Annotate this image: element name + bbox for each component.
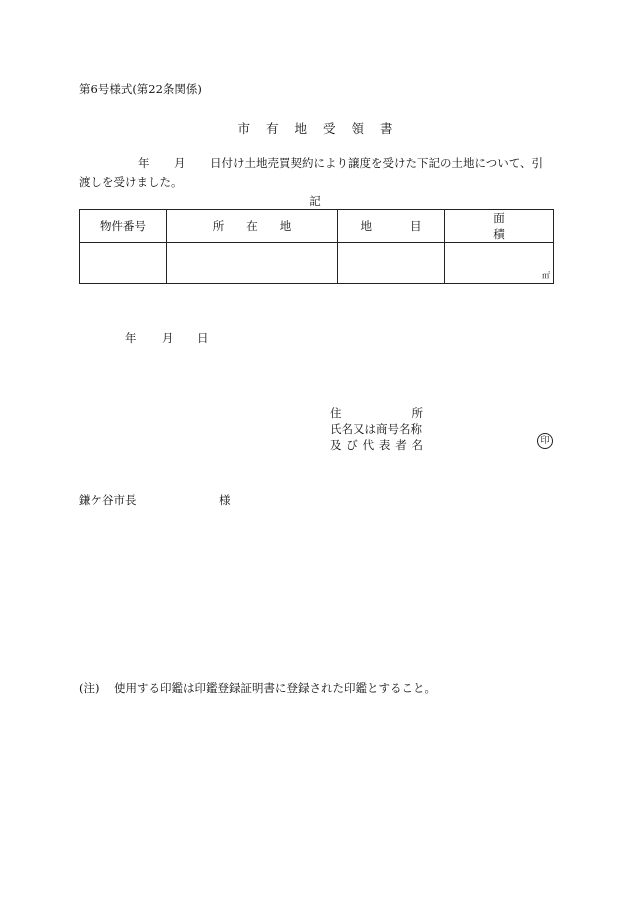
title-char: 地 — [294, 121, 307, 136]
table-row — [80, 243, 554, 284]
header-char: 目 — [410, 219, 422, 233]
sign-year-label: 年 — [125, 331, 137, 345]
header-char: 地 — [360, 219, 372, 233]
recipient-honorific: 様 — [219, 493, 231, 507]
ki-heading: 記 — [309, 194, 321, 208]
header-char: 在 — [246, 219, 258, 233]
body-text-line1: 日付け土地売買契約により譲度を受けた下記の土地について、引 — [210, 156, 544, 170]
cell-category[interactable] — [338, 243, 445, 284]
address-label — [330, 405, 423, 421]
title-char: 市 — [237, 121, 250, 136]
address-label-char: 住 — [330, 406, 342, 420]
title-char: 書 — [380, 121, 393, 136]
name-label: 氏名又は商号名称 — [330, 422, 422, 436]
body-month-label: 月 — [174, 156, 186, 170]
address-label-char: 所 — [411, 406, 423, 420]
header-char: 所 — [212, 219, 225, 233]
title-char: 領 — [351, 121, 365, 136]
document-title — [0, 119, 630, 137]
cell-location[interactable] — [167, 243, 338, 284]
body-year-label: 年 — [138, 156, 150, 170]
title-char: 有 — [265, 121, 279, 136]
header-char: 面 — [493, 211, 505, 225]
recipient-name: 鎌ケ谷市長 — [79, 493, 137, 507]
table-header-row — [80, 210, 554, 243]
rep-label-char: 者 — [395, 438, 407, 452]
rep-label-char: び — [346, 438, 358, 452]
rep-label-char: 表 — [378, 438, 391, 452]
seal-icon: 印 — [537, 433, 553, 449]
representative-label — [330, 437, 423, 453]
sign-day-label: 日 — [197, 331, 209, 345]
title-char: 受 — [323, 121, 336, 136]
header-category — [338, 210, 445, 243]
header-property-number: 物件番号 — [80, 210, 167, 243]
rep-label-char: 及 — [330, 438, 342, 452]
square-meter-unit: ㎡ — [542, 271, 550, 280]
header-char: 積 — [493, 227, 505, 241]
form-number: 第6号様式(第22条関係) — [79, 82, 202, 96]
sign-month-label: 月 — [162, 331, 174, 345]
rep-label-char: 名 — [411, 438, 423, 452]
header-area — [445, 210, 554, 243]
body-text-line2: 渡しを受けました。 — [79, 175, 183, 189]
header-location — [167, 210, 338, 243]
cell-area[interactable] — [445, 243, 554, 284]
footnote — [79, 680, 436, 696]
header-char: 地 — [279, 219, 292, 233]
footnote-mark: (注) — [79, 681, 100, 695]
cell-property-number[interactable] — [80, 243, 167, 284]
property-table — [79, 209, 554, 284]
footnote-text: 使用する印鑑は印鑑登録証明書に登録された印鑑とすること。 — [114, 681, 436, 695]
rep-label-char: 代 — [362, 438, 375, 452]
